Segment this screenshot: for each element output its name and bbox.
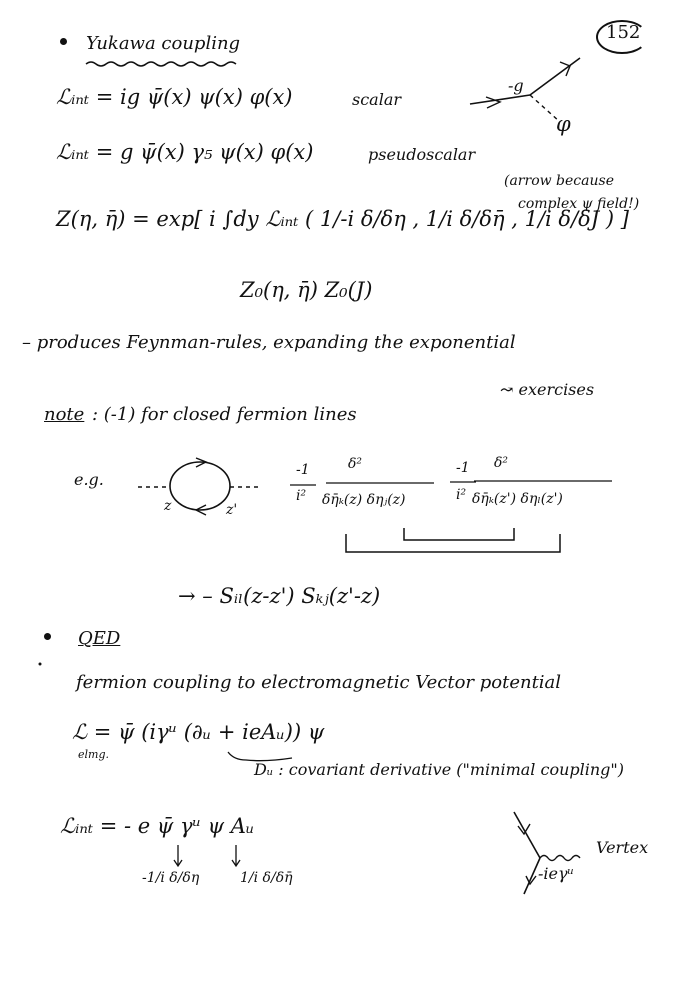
pseudoscalar-label: pseudoscalar — [368, 145, 476, 164]
arrow-note-line2: complex ψ field!) — [518, 196, 640, 212]
vertex-factor: -ieγᵘ — [538, 864, 574, 883]
qed-interaction-lagrangian: ℒᵢₙₜ = - e ψ̄ γᵘ ψ Aᵤ — [60, 814, 255, 838]
exercises-note: ↝ exercises — [500, 380, 595, 399]
deriv1-num: -1 — [296, 462, 310, 478]
deriv1-den: i² — [296, 488, 307, 504]
qed-lagrangian: ℒ = ψ̄ (iγᵘ (∂ᵤ + ieAᵤ)) ψ — [72, 720, 325, 744]
arrow-note-line1: (arrow because — [504, 173, 614, 189]
qed-derivative-sub2: 1/i δ/δη̄ — [240, 870, 293, 886]
deriv1-frac-den: δη̄ₖ(z) δηⱼ(z) — [322, 492, 406, 508]
loop-z-label: z — [164, 498, 172, 514]
qed-vertex-diagram — [514, 812, 580, 894]
propagator-result: → – Sᵢₗ(z-z') Sₖⱼ(z'-z) — [178, 584, 381, 608]
page-number: 152 — [606, 22, 641, 43]
produces-line: – produces Feynman-rules, expanding the exponential — [22, 332, 516, 353]
lagrangian-scalar: ℒᵢₙₜ = ig ψ̄(x) ψ(x) φ(x) — [56, 85, 293, 109]
fermion-loop-diagram — [138, 458, 262, 515]
qed-lagrangian-subscript: elmg. — [78, 748, 109, 761]
scalar-label: scalar — [352, 90, 402, 109]
vertex-phi: φ — [556, 112, 571, 136]
yukawa-vertex-diagram — [470, 58, 580, 122]
lagrangian-pseudoscalar: ℒᵢₙₜ = g ψ̄(x) γ₅ ψ(x) φ(x) — [56, 140, 314, 164]
qed-heading: QED — [78, 628, 121, 649]
vertex-coupling: -g — [508, 76, 524, 95]
deriv2-frac-num: δ² — [494, 455, 509, 471]
note-text: : (-1) for closed fermion lines — [92, 404, 357, 425]
covariant-derivative-note: Dᵤ : covariant derivative ("minimal coupling") — [254, 760, 625, 779]
vertex-label: Vertex — [596, 838, 649, 857]
loop-zprime-label: z' — [226, 502, 238, 518]
generating-functional-free: Z₀(η, η̄) Z₀(J) — [240, 278, 373, 302]
generating-functional: Z(η, η̄) = exp[ i ∫dy ℒᵢₙₜ ( 1/-i δ/δη , 1/i δ/δη̄ , 1/i δ/δJ ) ] — [56, 207, 629, 231]
heading-underline — [86, 62, 236, 66]
deriv2-den: i² — [456, 487, 467, 503]
eg-label: e.g. — [74, 470, 104, 489]
deriv2-num: -1 — [456, 460, 470, 476]
deriv1-frac-num: δ² — [348, 456, 363, 472]
deriv2-frac-den: δη̄ₖ(z') δηₗ(z') — [472, 491, 563, 507]
note-label: note — [44, 404, 85, 425]
yukawa-heading: Yukawa coupling — [86, 33, 241, 54]
qed-coupling-line: fermion coupling to electromagnetic Vector potential — [76, 672, 562, 693]
qed-derivative-sub1: -1/i δ/δη — [142, 870, 200, 886]
